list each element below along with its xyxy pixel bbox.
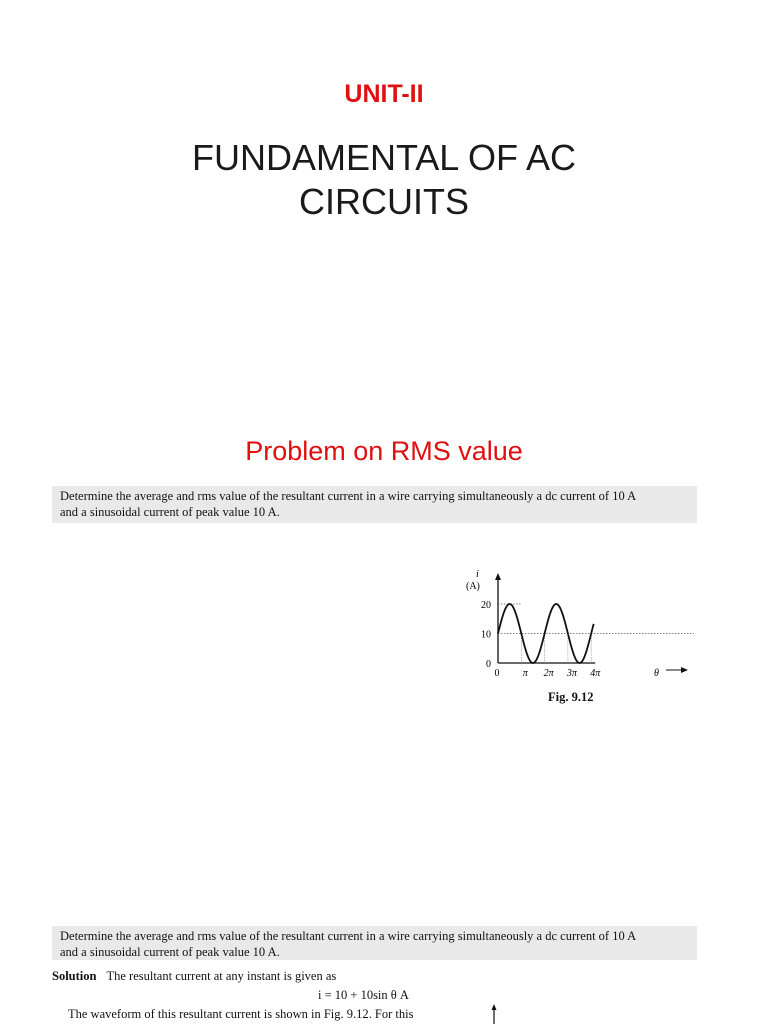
problem-statement-line-2: and a sinusoidal current of peak value 10 A.	[60, 505, 280, 519]
x-tick-label: π	[522, 668, 528, 679]
unit-title: UNIT-II	[344, 80, 424, 108]
y-axis-unit-label: (A)	[466, 581, 480, 592]
x-tick-label: 0	[494, 668, 500, 679]
x-tick-labels	[495, 668, 602, 679]
solution-text-1: The resultant current at any instant is given as	[106, 969, 337, 983]
solution-label: Solution	[52, 969, 97, 983]
solution-problem-line-1: Determine the average and rms value of the resultant current in a wire carrying simultaneously a dc current of 10 A	[60, 929, 637, 943]
y-axis-label: i	[476, 569, 479, 580]
solution-equation: i = 10 + 10sin θ A	[318, 988, 409, 1002]
figure-caption: Fig. 9.12	[548, 690, 594, 704]
x-axis-label: θ	[654, 668, 659, 679]
main-title-line-1: FUNDAMENTAL OF AC	[191, 137, 577, 178]
problem-statement-box	[52, 486, 697, 523]
y-tick-labels	[481, 600, 491, 670]
waveform-figure	[438, 565, 698, 710]
solution-problem-box	[52, 926, 697, 960]
x-axis-arrow-head	[681, 667, 688, 673]
y-tick-label: 20	[481, 600, 491, 611]
solution-text-2: The waveform of this resultant current is shown in Fig. 9.12. For this	[68, 1007, 414, 1021]
y-tick-label: 0	[486, 659, 491, 670]
solution-problem-line-2: and a sinusoidal current of peak value 10 A.	[60, 945, 280, 959]
x-tick-label: 2π	[543, 668, 554, 679]
solution-text	[52, 969, 336, 984]
problem-heading: Problem on RMS value	[245, 436, 523, 466]
main-title-line-2: CIRCUITS	[299, 181, 469, 222]
main-title	[0, 136, 768, 224]
x-tick-label: 4π	[590, 668, 601, 679]
second-figure-fragment	[462, 1004, 502, 1024]
problem-statement-line-1: Determine the average and rms value of the resultant current in a wire carrying simultaneously a dc current of 10 A	[60, 489, 637, 503]
x-tick-label: 3π	[566, 668, 577, 679]
plot-area	[498, 604, 694, 663]
y-tick-label: 10	[481, 629, 491, 641]
y-axis-arrow	[495, 573, 501, 580]
